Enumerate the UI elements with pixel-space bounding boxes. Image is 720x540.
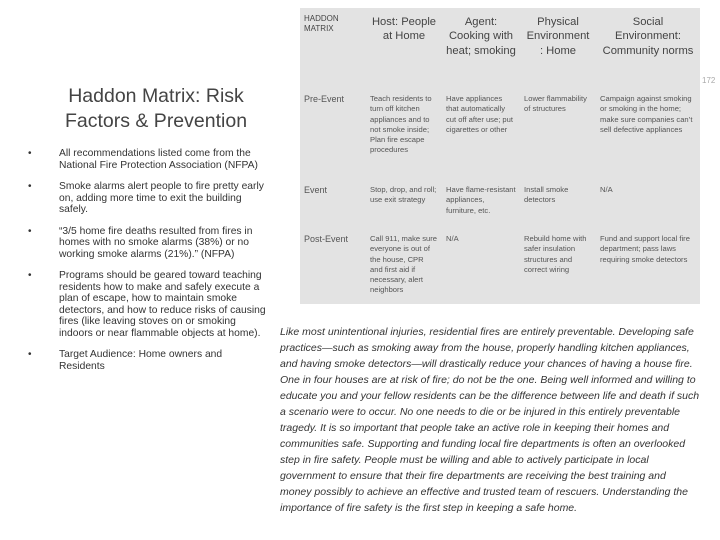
table-cell: Call 911, make sure everyone is out of the house, CPR and first aid if necessary, alert neighbors [370, 234, 437, 295]
haddon-matrix-table [300, 8, 700, 304]
table-cell: Have appliances that automatically cut off after use; put cigarettes or other [446, 94, 513, 134]
table-header-row [300, 8, 700, 90]
table-cell: Teach residents to turn off kitchen appliances and to not smoke inside; Plan fire escape procedures [370, 94, 432, 155]
header-cell: Physical Environment : Home [526, 16, 590, 57]
header-cell: Agent: Cooking with heat; smoking [446, 16, 516, 57]
table-cell: Rebuild home with safer insulation structures and correct wiring [524, 234, 587, 274]
header-cell: HADDON MATRIX [304, 14, 339, 33]
table-cell: Fund and support local fire department; pass laws requiring smoke detectors [600, 234, 690, 264]
bullet-item: • Target Audience: Home owners and Residents [28, 349, 266, 372]
bullet-item: • Smoke alarms alert people to fire pretty early on, adding more time to exit the building safely. [28, 181, 266, 216]
bullet-item: • Programs should be geared toward teaching residents how to make and safely execute a plan of escape, how to maintain smoke detectors, and how to reduce risks of causing fires (like leaving stoves on or smoking indoors or near flammable objects at home). [28, 270, 266, 339]
header-cell: Social Environment: Community norms [602, 16, 694, 57]
table-row [300, 92, 700, 188]
table-cell: Install smoke detectors [524, 185, 569, 205]
table-cell: Stop, drop, and roll; use exit strategy [370, 185, 437, 205]
table-cell: N/A [600, 185, 613, 194]
table-row [300, 183, 700, 233]
table-cell: Lower flammability of structures [524, 94, 587, 114]
bullet-list [28, 148, 266, 382]
slide-title: Haddon Matrix: Risk Factors & Prevention [64, 85, 248, 132]
phase-cell: Pre-Event [304, 94, 345, 104]
table-cell: N/A [446, 234, 459, 243]
bullet-item: • “3/5 home fire deaths resulted from fires in homes with no smoke alarms (38%) or no working smoke alarms (21%).” (NFPA) [28, 226, 266, 261]
summary-paragraph: Like most unintentional injuries, residential fires are entirely preventable. Developing safe practices—such as smoking away from the house, properly handling kitchen appliances, and having smoke detectors—will drastically reduce your chances of having a house fire. One in four houses are at risk of fire; do not be the one. Being well informed and willing to educate you and your fellow residents can be the difference between life and death if such a scenario were to occur. No one needs to die or be injured in this entirely preventable tragedy. It is so important that people take an active role in keeping their homes and communities safe. Supporting and funding local fire departments is often an overlooked step in fire safety. People must be willing and able to actively participate in local government to ensure that their fire departments are receiving the best training and money possibly to achieve an effective and trusted team of rescuers. Understanding the importance of fire safety is the first step in keeping a safe home. [280, 326, 700, 514]
bullet-item: • All recommendations listed come from the National Fire Protection Association (NFPA) [28, 148, 266, 171]
table-cell: Campaign against smoking or smoking in the home; make sure companies can’t sell defective appliances [600, 94, 693, 134]
table-row [300, 232, 700, 302]
slide-number: 172 [702, 76, 716, 85]
phase-cell: Event [304, 185, 328, 195]
phase-cell: Post-Event [304, 234, 349, 244]
header-cell: Host: People at Home [371, 16, 437, 43]
table-cell: Have flame-resistant appliances, furniture, etc. [446, 185, 516, 215]
